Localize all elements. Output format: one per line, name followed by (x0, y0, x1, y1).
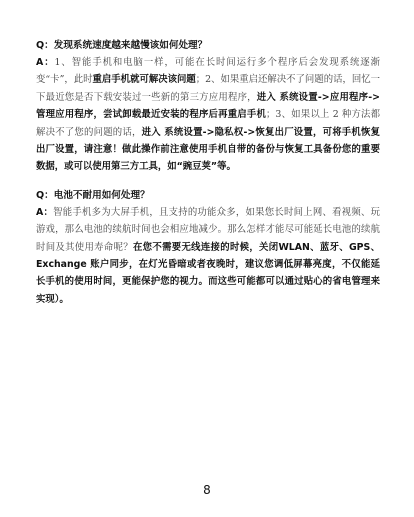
faq-question: Q：电池不耐用如何处理？ (36, 189, 150, 201)
faq-item-slow-system (36, 38, 380, 176)
answer-lead: A： (36, 57, 55, 68)
answer-emphasis: 进入 系统设置->应用程序->管理应用程序，尝试卸载最近安装的程序后再重启手机 (36, 91, 380, 121)
faq-answer (36, 204, 380, 308)
answer-lead: A： (36, 206, 54, 218)
faq-answer (36, 54, 380, 176)
faq-question: Q：发现系统速度越来越慢该如何处理？ (36, 40, 208, 51)
page-number: 8 (203, 483, 211, 497)
answer-emphasis: 进入 系统设置->隐私权->恢复出厂设置，可将手机恢复出厂设置，请注意！做此操作前注意使用手机自带的备份与恢复工具备份您的重要数据，或可以使用第三方工具，如“豌豆荚”等。 (36, 126, 380, 173)
answer-text: 1、智能手机和电脑一样，可能在长时间运行多个程序后会发现系统逐渐变“卡”，此时 (36, 57, 380, 86)
manual-page-content (36, 38, 380, 320)
faq-item-battery (36, 188, 380, 308)
answer-text: 智能手机多为大屏手机，且支持的功能众多，如果您长时间上网、看视频、玩游戏，那么电池的续航时间也会相应地减少。那么怎样才能尽可能延长电池的续航时间及其使用寿命呢？ (36, 206, 380, 253)
answer-text: ；3、如果以上 2 种方法都解决不了您的问题的话， (36, 109, 380, 138)
answer-emphasis: 在您不需要无线连接的时候，关闭WLAN、蓝牙、GPS、Exchange 账户同步，在灯光昏暗或者夜晚时，建议您调低屏幕亮度，不仅能延长手机的使用时间，更能保护您的视力。而这些可能都可以通过贴心的省电管理来实现）。 (36, 241, 380, 305)
answer-emphasis: 重启手机就可解决该问题 (92, 74, 196, 86)
answer-text: ；2、如果重启还解决不了问题的话，回忆一下最近您是否下载安装过一些新的第三方应用程序， (36, 74, 380, 103)
